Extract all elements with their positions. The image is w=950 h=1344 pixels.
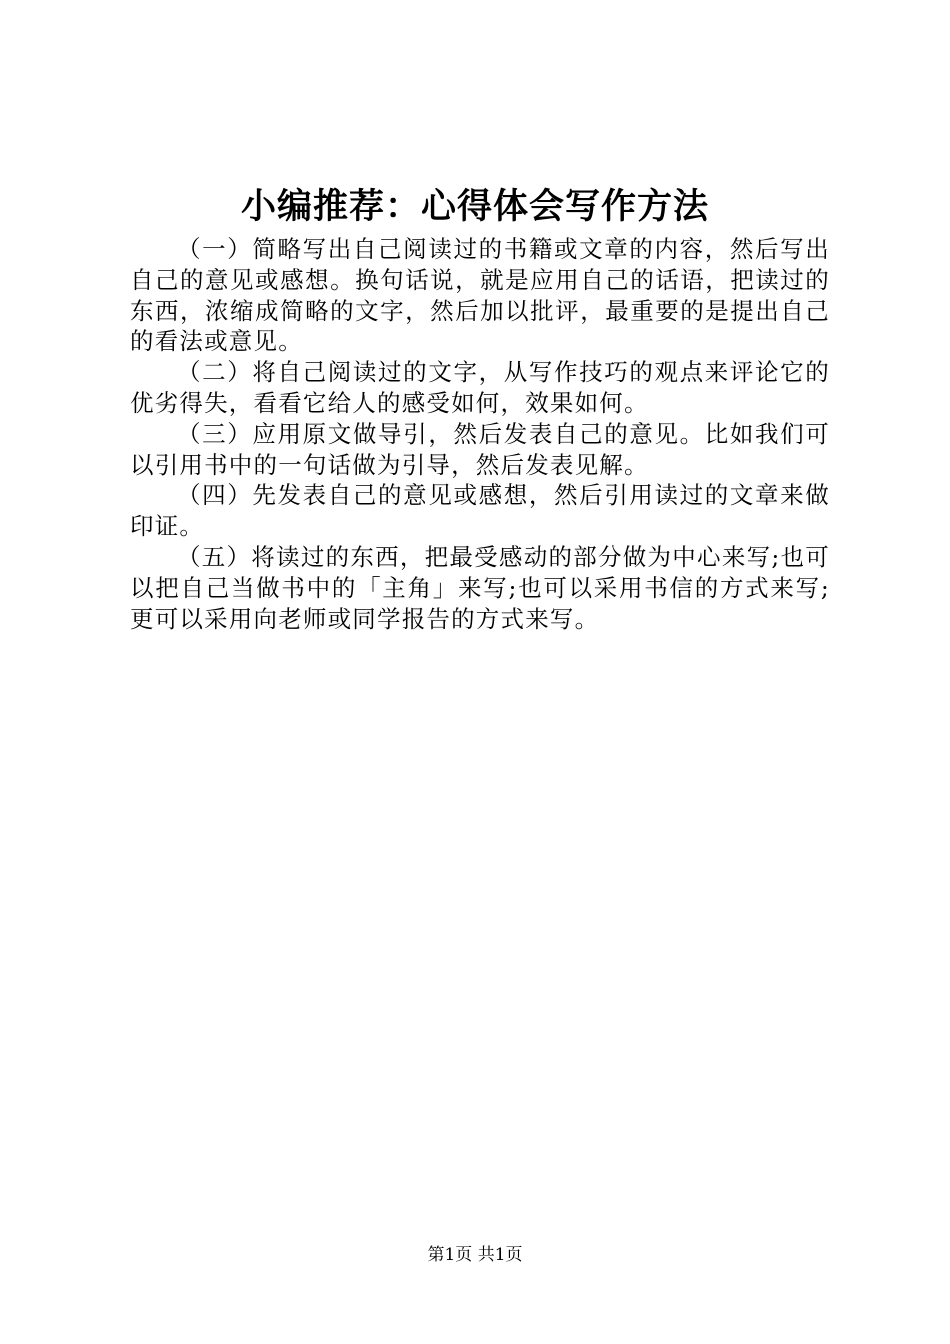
document-body <box>130 234 830 634</box>
paragraph-5: （五）将读过的东西，把最受感动的部分做为中心来写;也可以把自己当做书中的「主角」来写;也可以采用书信的方式来写;更可以采用向老师或同学报告的方式来写。 <box>130 542 830 633</box>
document-title: 小编推荐：心得体会写作方法 <box>240 186 709 227</box>
paragraph-3: （三）应用原文做导引，然后发表自己的意见。比如我们可以引用书中的一句话做为引导，然后发表见解。 <box>130 419 830 479</box>
page-number-footer: 第1页 共1页 <box>427 1245 523 1265</box>
paragraph-1: （一）简略写出自己阅读过的书籍或文章的内容，然后写出自己的意见或感想。换句话说，就是应用自己的话语，把读过的东西，浓缩成简略的文字，然后加以批评，最重要的是提出自己的看法或意见。 <box>130 235 830 356</box>
paragraph-4: （四）先发表自己的意见或感想，然后引用读过的文章来做印证。 <box>130 481 830 541</box>
paragraph-2: （二）将自己阅读过的文字，从写作技巧的观点来评论它的优劣得失，看看它给人的感受如何，效果如何。 <box>130 358 830 417</box>
